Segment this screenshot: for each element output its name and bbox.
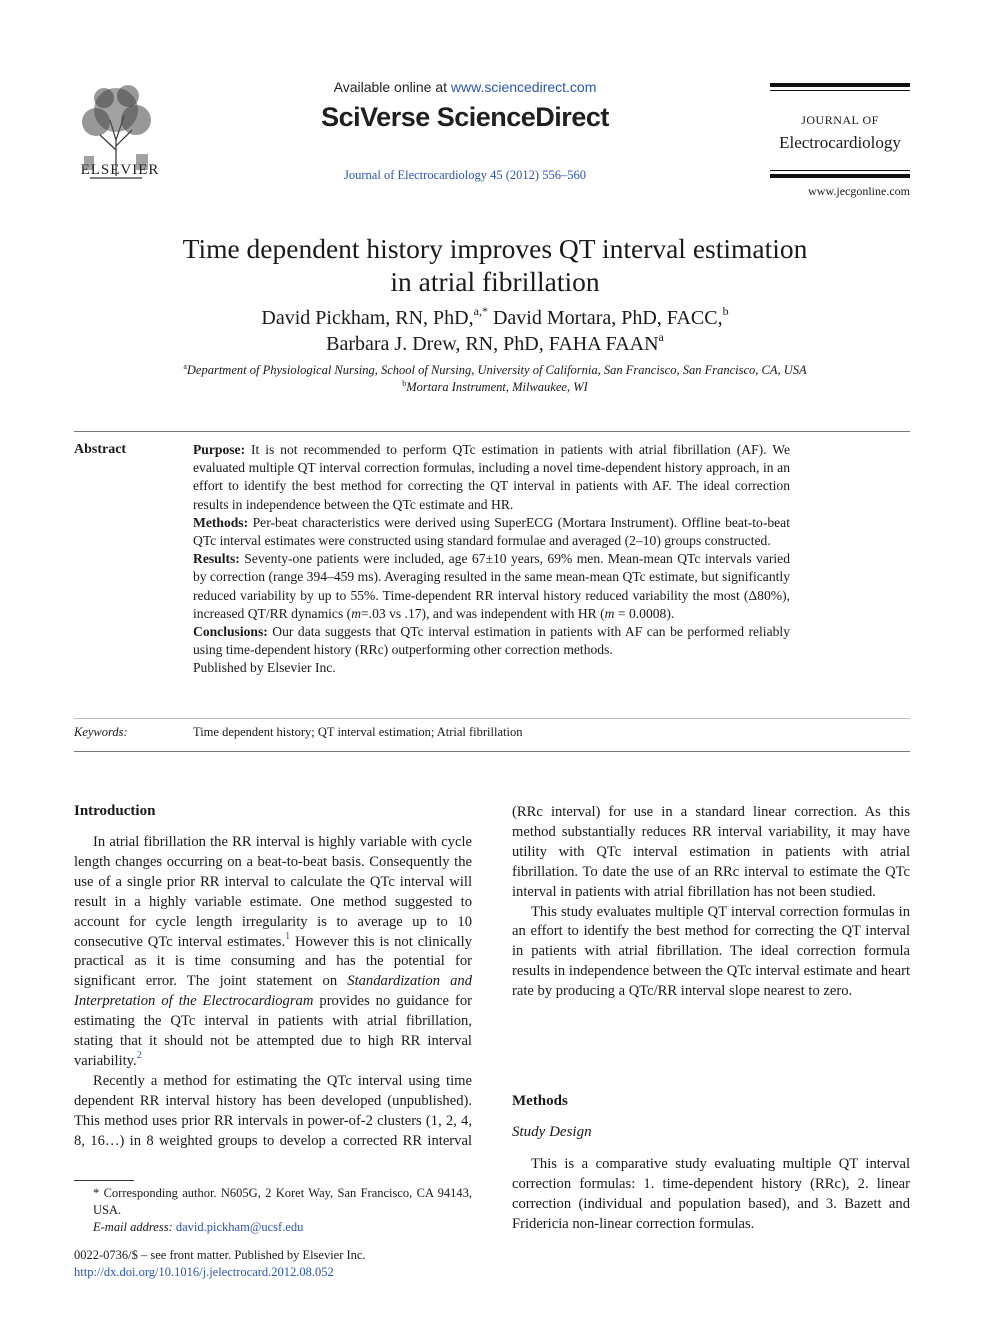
- footnotes: [74, 1185, 472, 1236]
- intro-p1-statement-title: Standardization and Interpretation of the Electrocardiogram: [74, 973, 473, 1010]
- intro-paragraph-2: Recently a method for estimating the QTc interval using time dependent RR interval history has been developed (unpublished). This method uses prior RR intervals in power-of-2 clusters (1, 2, 4, 8, 16…) in 8 weighted groups to develop a corrected RR interval: [74, 1072, 472, 1149]
- doi-link[interactable]: http://dx.doi.org/10.1016/j.jelectrocard.2012.08.052: [74, 1265, 334, 1279]
- author-drew: Barbara J. Drew, RN, PhD, FAHA FAAN: [326, 333, 659, 355]
- results-text-a: Seventy-one patients were included, age 67±10 years, 69% men. Mean-mean QTc intervals varied by correction (range 394–459 ms). Averaging resulted in the same mean-mean QTc estimate, but significantly reduced variability by up to 55%. Time-dependent RR interval history reduced variability the most (Δ80%), increased QT/RR dynamics (: [193, 551, 790, 621]
- title-line-1: Time dependent history improves QT interval estimation: [182, 233, 808, 264]
- journal-citation-link[interactable]: Journal of Electrocardiology 45 (2012) 556–560: [344, 168, 586, 182]
- intro-paragraph-3: This study evaluates multiple QT interval correction formulas in an effort to identify the best method for correcting the QT interval in patients with atrial fibrillation. The ideal correction formula results in independence between the QTc interval estimate and heart rate by producing a QTc/RR interval slope nearest to zero.: [512, 903, 910, 1000]
- masthead-rule-thick-top: [770, 83, 910, 87]
- results-m-symbol-2: m: [604, 605, 615, 621]
- keywords-label: Keywords:: [74, 725, 128, 739]
- issn-line: 0022-0736/$ – see front matter. Published by Elsevier Inc.: [74, 1248, 366, 1262]
- title-line-2: in atrial fibrillation: [390, 266, 600, 297]
- study-design-heading: Study Design: [512, 1124, 592, 1140]
- conclusions-text: Our data suggests that QTc interval estimation in patients with AF can be performed reliably using time-dependent history (RRc) outperforming other correction methods.: [193, 624, 790, 658]
- intro-paragraph-1: [74, 833, 472, 1072]
- keywords-list: Time dependent history; QT interval estimation; Atrial fibrillation: [193, 725, 523, 739]
- journal-name: Electrocardiology: [779, 133, 901, 152]
- affiliation-b: Mortara Instrument, Milwaukee, WI: [406, 380, 588, 394]
- email-link[interactable]: david.pickham@ucsf.edu: [175, 1220, 304, 1234]
- abstract-heading: Abstract: [74, 442, 127, 457]
- elsevier-wordmark: ELSEVIER: [80, 162, 160, 178]
- masthead-rule-thick-bottom: [770, 174, 910, 178]
- journal-of-label: JOURNAL OF: [801, 113, 879, 127]
- left-column: [74, 833, 472, 1152]
- available-online-text: Available online at: [333, 79, 447, 95]
- masthead-rule-thin-bottom: [770, 170, 910, 171]
- email-line: [74, 1219, 472, 1236]
- article-title: [100, 232, 890, 298]
- author-list: [100, 305, 890, 357]
- methods-heading: Methods: [512, 1093, 568, 1109]
- available-online-line: [300, 79, 630, 95]
- purpose-text: It is not recommended to perform QTc estimation in patients with atrial fibrillation (AF). We evaluated multiple QT interval correction formulas, including a novel time-dependent history approach, in an effort to identify the best method for correcting the QT interval in patients with AF. The ideal correction results in independence between the QTc estimate and HR.: [193, 442, 790, 512]
- right-column: [512, 803, 910, 1002]
- published-by: Published by Elsevier Inc.: [193, 660, 336, 676]
- abstract-bottom-rule: [74, 751, 910, 752]
- email-label: E-mail address:: [93, 1220, 173, 1234]
- masthead-rule-thin-top: [770, 90, 910, 91]
- results-m-symbol-1: m: [351, 605, 362, 621]
- corresponding-author-note: * Corresponding author. N605G, 2 Koret Way, San Francisco, CA 94143, USA.: [93, 1186, 472, 1217]
- author-mortara-affil-mark: b: [722, 304, 729, 318]
- intro-p1-text-c: provides no guidance for estimating the QTc interval in patients with atrial fibrillation, stating that it should not be attempted due to high RR interval variability.: [74, 993, 472, 1069]
- affiliations: [100, 362, 890, 396]
- abstract-purpose: [193, 441, 790, 514]
- introduction-heading: Introduction: [74, 803, 156, 819]
- issn-block: [74, 1247, 366, 1281]
- abstract-results: [193, 550, 790, 623]
- results-text-b: =.03 vs .17), and was independent with HR (: [361, 605, 605, 621]
- author-drew-affil-mark: a: [658, 330, 664, 344]
- purpose-label: Purpose:: [193, 442, 246, 457]
- sciencedirect-link[interactable]: www.sciencedirect.com: [450, 79, 597, 95]
- methods-section: [512, 1155, 910, 1235]
- intro-p1-text-a: In atrial fibrillation the RR interval is highly variable with cycle length changes occurring on a beat-to-beat basis. Consequently the use of a single prior RR interval to calculate the QTc interval will result in a highly variable estimate. One method suggested to account for cycle length irregularity is to average up to 10 consecutive QTc interval estimates.: [74, 834, 472, 950]
- abstract-top-rule: [74, 431, 910, 432]
- keywords-rule: [74, 718, 910, 719]
- results-label: Results:: [193, 551, 240, 567]
- author-mortara: David Mortara, PhD, FACC,: [492, 307, 723, 329]
- reference-2-link[interactable]: 2: [136, 1049, 142, 1061]
- intro-paragraph-2-continued: (RRc interval) for use in a standard linear correction. As this method substantially reduces RR interval variability, it may have utility with QTc interval estimation in patients with atrial fibrillation. To date the use of an RRc interval to estimate the QTc interval in patients with atrial fibrillation has not been studied.: [512, 804, 910, 900]
- author-pickham: David Pickham, RN, PhD,: [261, 307, 474, 329]
- affil-a-mark: a: [183, 362, 187, 371]
- conclusions-label: Conclusions:: [193, 624, 268, 640]
- abstract-methods: [193, 514, 790, 550]
- affil-b-mark: b: [402, 379, 407, 388]
- methods-label: Methods:: [193, 514, 249, 530]
- methods-text: Per-beat characteristics were derived using SuperECG (Mortara Instrument). Offline beat-to-beat QTc interval estimates were constructed using standard formulae and averaged (2–10) groups constructed.: [193, 514, 790, 549]
- reference-1-link[interactable]: 1: [285, 930, 291, 942]
- journal-website-link[interactable]: www.jecgonline.com: [808, 184, 910, 198]
- methods-paragraph-1: This is a comparative study evaluating multiple QT interval correction formulas: 1. time-dependent history (RRc), 2. linear correction (individual and population based), and 3. Bazett and Fridericia non-linear correction formulas.: [512, 1156, 910, 1232]
- intro-p1-text-b: However this is not clinically practical as it is time consuming and has the potential for significant error. The joint statement on: [74, 933, 472, 990]
- author-pickham-affil-mark: a,*: [473, 304, 488, 318]
- sciverse-sciencedirect-brand: SciVerse ScienceDirect: [321, 102, 609, 132]
- abstract-body: [193, 441, 790, 678]
- footnote-rule: [74, 1180, 134, 1181]
- affiliation-a: Department of Physiological Nursing, School of Nursing, University of California, San Francisco, San Francisco, CA, USA: [186, 363, 807, 377]
- abstract-conclusions: [193, 623, 790, 659]
- results-text-c: = 0.0008).: [614, 605, 675, 621]
